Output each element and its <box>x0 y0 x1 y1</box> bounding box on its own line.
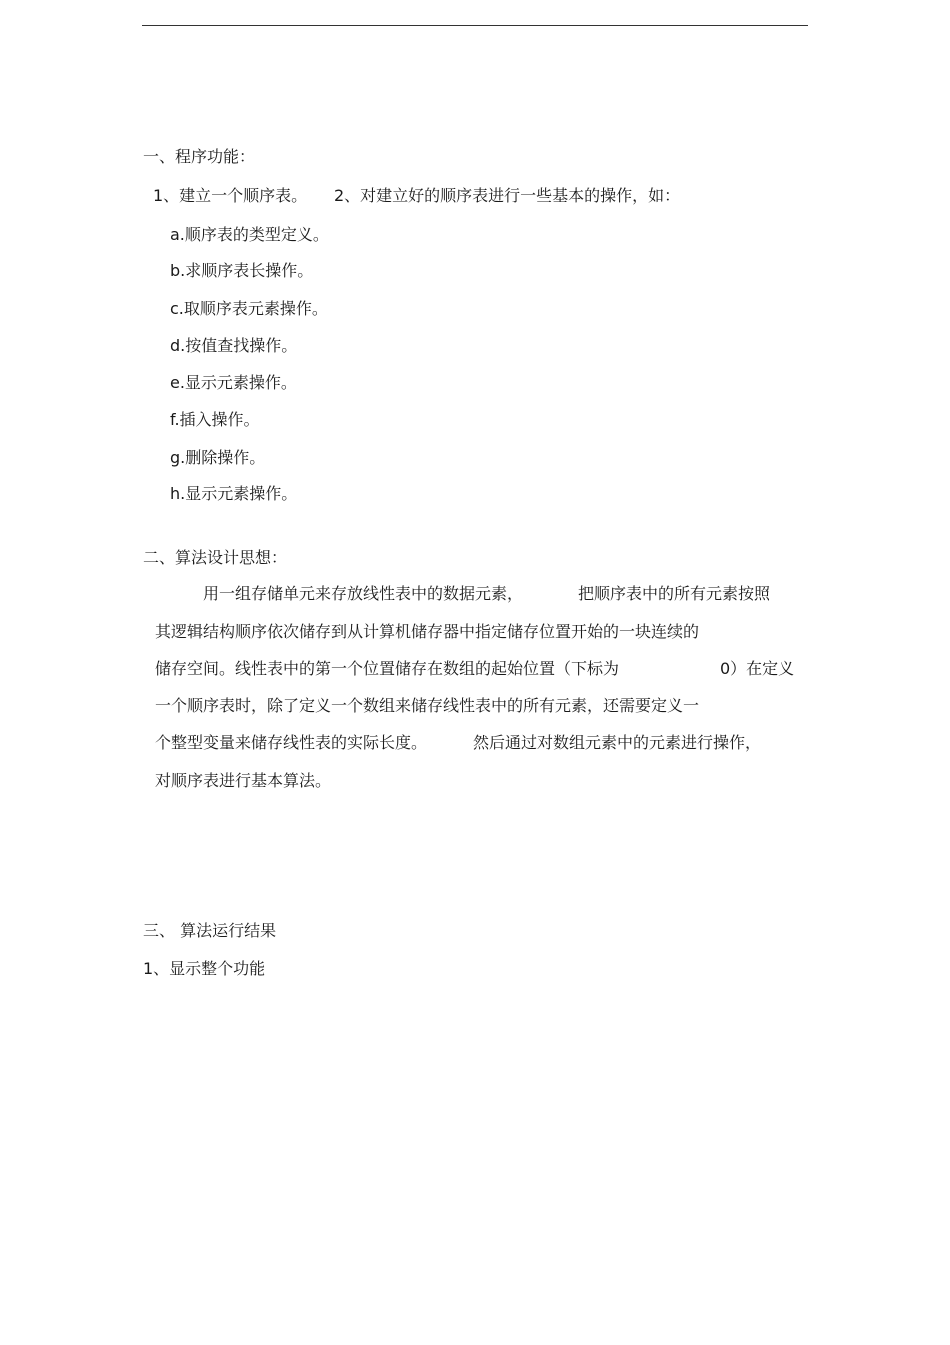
section3-heading: 三、 算法运行结果 <box>143 921 277 940</box>
section3-subheading: 1、显示整个功能 <box>143 959 266 978</box>
paragraph-line: 其逻辑结构顺序依次储存到从计算机储存器中指定储存位置开始的一块连续的 <box>155 622 700 641</box>
list-item: b.求顺序表长操作。 <box>170 261 314 280</box>
section2-heading: 二、算法设计思想： <box>143 548 288 567</box>
paragraph-line: 储存空间。线性表中的第一个位置储存在数组的起始位置（下标为 <box>155 659 620 678</box>
section1-heading: 一、程序功能： <box>143 147 256 166</box>
paragraph-line: 一个顺序表时，除了定义一个数组来储存线性表中的所有元素，还需要定义一 <box>155 696 700 715</box>
paragraph-line: 个整型变量来储存线性表的实际长度。 <box>155 733 428 752</box>
paragraph-line: 用一组存储单元来存放线性表中的数据元素， <box>203 584 524 603</box>
section1-intro-part1: 1、建立一个顺序表。 <box>153 186 308 205</box>
paragraph-line: 然后通过对数组元素中的元素进行操作， <box>473 733 762 752</box>
paragraph-line: 把顺序表中的所有元素按照 <box>578 584 771 603</box>
paragraph-line: 对顺序表进行基本算法。 <box>155 771 332 790</box>
section1-intro-part2: 2、对建立好的顺序表进行一些基本的操作，如： <box>334 186 681 205</box>
list-item: h.显示元素操作。 <box>170 484 298 503</box>
list-item: a.顺序表的类型定义。 <box>170 225 329 244</box>
header-rule <box>142 25 808 26</box>
list-item: d.按值查找操作。 <box>170 336 298 355</box>
list-item: g.删除操作。 <box>170 448 266 467</box>
list-item: c.取顺序表元素操作。 <box>170 299 328 318</box>
list-item: e.显示元素操作。 <box>170 373 297 392</box>
paragraph-line: 0）在定义 <box>720 659 795 678</box>
list-item: f.插入操作。 <box>170 410 260 429</box>
